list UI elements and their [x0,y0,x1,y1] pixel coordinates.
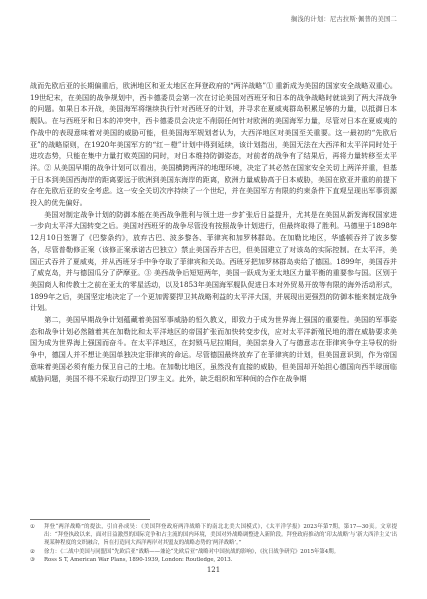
footnote-text: Ross S T, American War Plans, 1890-1939, London: Routledge, 2013. [44,557,233,564]
footnote-marker: ② [30,548,35,555]
footnote-marker: ① [30,524,35,530]
footnote-text: 徐力：《二战中美国与同盟国“先欧后亚”战略——兼论“先欧后亚”战略对中国抗战的影响》，《抗日战争研究》2015年第4期。 [44,548,339,555]
footnotes [30,523,397,565]
page-number: 121 [206,566,221,574]
paragraph-2: 美国对制定战争计划的防御本能在美西战争胜利与领土进一步扩张后日益提升，尤其是在美国从新发海权国家进一步向太平洋大国转变之后。美国对西班牙的战争尽管没有按照战争计划进行，但最终取得了胜利。马德里于1898年12月10日签署了《巴黎条约》，放弃古巴、波多黎各、菲律宾和加罗林群岛。在加勒比地区，华盛顿吞并了波多黎各，尽管普勒修正案（该修正案承诺古巴独立）禁止美国吞并古巴，但美国建立了对该岛的实际控制。在太平洋，美国正式吞并了夏威夷，并从西班牙手中争夺取了菲律宾和关岛。西班牙把加罗林群岛卖给了德国。1899年，美国吞并了威克岛，并与德国瓜分了萨摩亚。③ 美西战争后短短两年，美国一跃成为亚太地区力量平衡的重要参与国。区别于美国商人和传教士之前在亚太的零星活动，以及1853年美国海军舰队促进日本对外贸易开放等有限的海外活动形式，1899年之后，美国坚定地决定了一个更加需要捍卫其战略利益的太平洋大国，并展现出更强烈的防御本能来制定战争计划。 [30,209,397,313]
paragraph-1: 战而先欧后亚的长期偏重后，欧洲地区和亚太地区在拜登政府的“两洋战略”① 重新成为美国的国家安全战略双重心。19世纪末，在美国的战争规划中，西卡德委员会第一次在讨论美国对西班牙和日本的战争战略时就谈到了两大洋战争的问题。如果日本开战，美国海军将继续执行针对西班牙的计划，并寻求在夏威夷群岛积累足够的力量，以抵御日本舰队。在与西班牙和日本的冲突中，西卡德委员会决定不削弱任何针对欧洲的美国海军力量，尽管对日本在夏威夷的作战中的表现意味着对美国的威胁可能，但美国海军规划者认为，大西洋地区对美国至关重要。这一最初的“先欧后亚”的战略原则，在1920年美国军方的“红－橙”计划中得到延续，该计划指出，美国无法在大西洋和太平洋同时处于进攻态势，只能在集中力量打败英国的同时，对日本维持防御姿态，对前者的战争有了结果后，再将力量转移至太平洋。② 从美国早期的战争计划可以看出，美国横跨两洋的地理环境，决定了其必然在国家安全关切上两洋并重，但基于日本到美国西海岸的距离要远于欧洲到美国东海岸的距离，欧洲力量威胁高于日本威胁，美国在欧亚并重的前提下存在先欧后亚的安全考虑。这一安全关切次序持续了一个世纪，并在美国军方有限的约束条件下直观呈现出军事资源投入的优先偏好。 [30,81,397,208]
footnote-1 [30,523,397,547]
paragraph-3: 第二，美国早期战争计划蕴藏着美国军事威胁的恒久教义，即致力于成为世界海上强国的重要性。美国的军事姿态和战争计划必然随着其在加勒比和太平洋地区的帝国扩张而加快转变步伐，应对太平洋新殖民地的潜在威胁要求美国为成为世界海上强国而奋斗。在太平洋地区，在封锁马尼拉期间，美国亲身入了与德意志在菲律宾争夺主导权的纷争中，德国人并不想让美国单独决定菲律宾的命运。尽管德国最终放弃了在菲律宾的计划，但美国意识到，作为帝国意味着美国必须有能力保卫自己的土地。在加勒比地区，虽然没有直接的威胁，但美国却开始担心德国向西半球面临威胁问题，美国不得不采取行动捍卫门罗主义。此外，缺乏组织和军种间的合作在战争期 [30,315,397,383]
footnote-3 [30,556,397,564]
footnote-text: 拜登“两洋战略”的提法，引自孙成昊：《美国拜登政府两洋战略下的南北北美大国模式》，《太平洋学报》2023年第7期，第17—30页。文章提出：“拜登执政以来，面对日益激烈的国际竞争和占主流的国内环境，美国对外战略调整进入新阶段。拜登政府推动的‘印太战略’与‘新大西洋主义’出现某种程度的交织融合，旨在打造同大西洋两岸对其盟友的战略态势的‘两洋战略’。” [44,524,397,547]
body-text [30,80,397,384]
footnote-marker: ③ [30,557,35,564]
running-header: 搁浅的计划：尼古拉斯·佩普的美国二 [290,16,397,23]
footnote-2 [30,548,397,556]
footnote-divider [30,519,150,520]
